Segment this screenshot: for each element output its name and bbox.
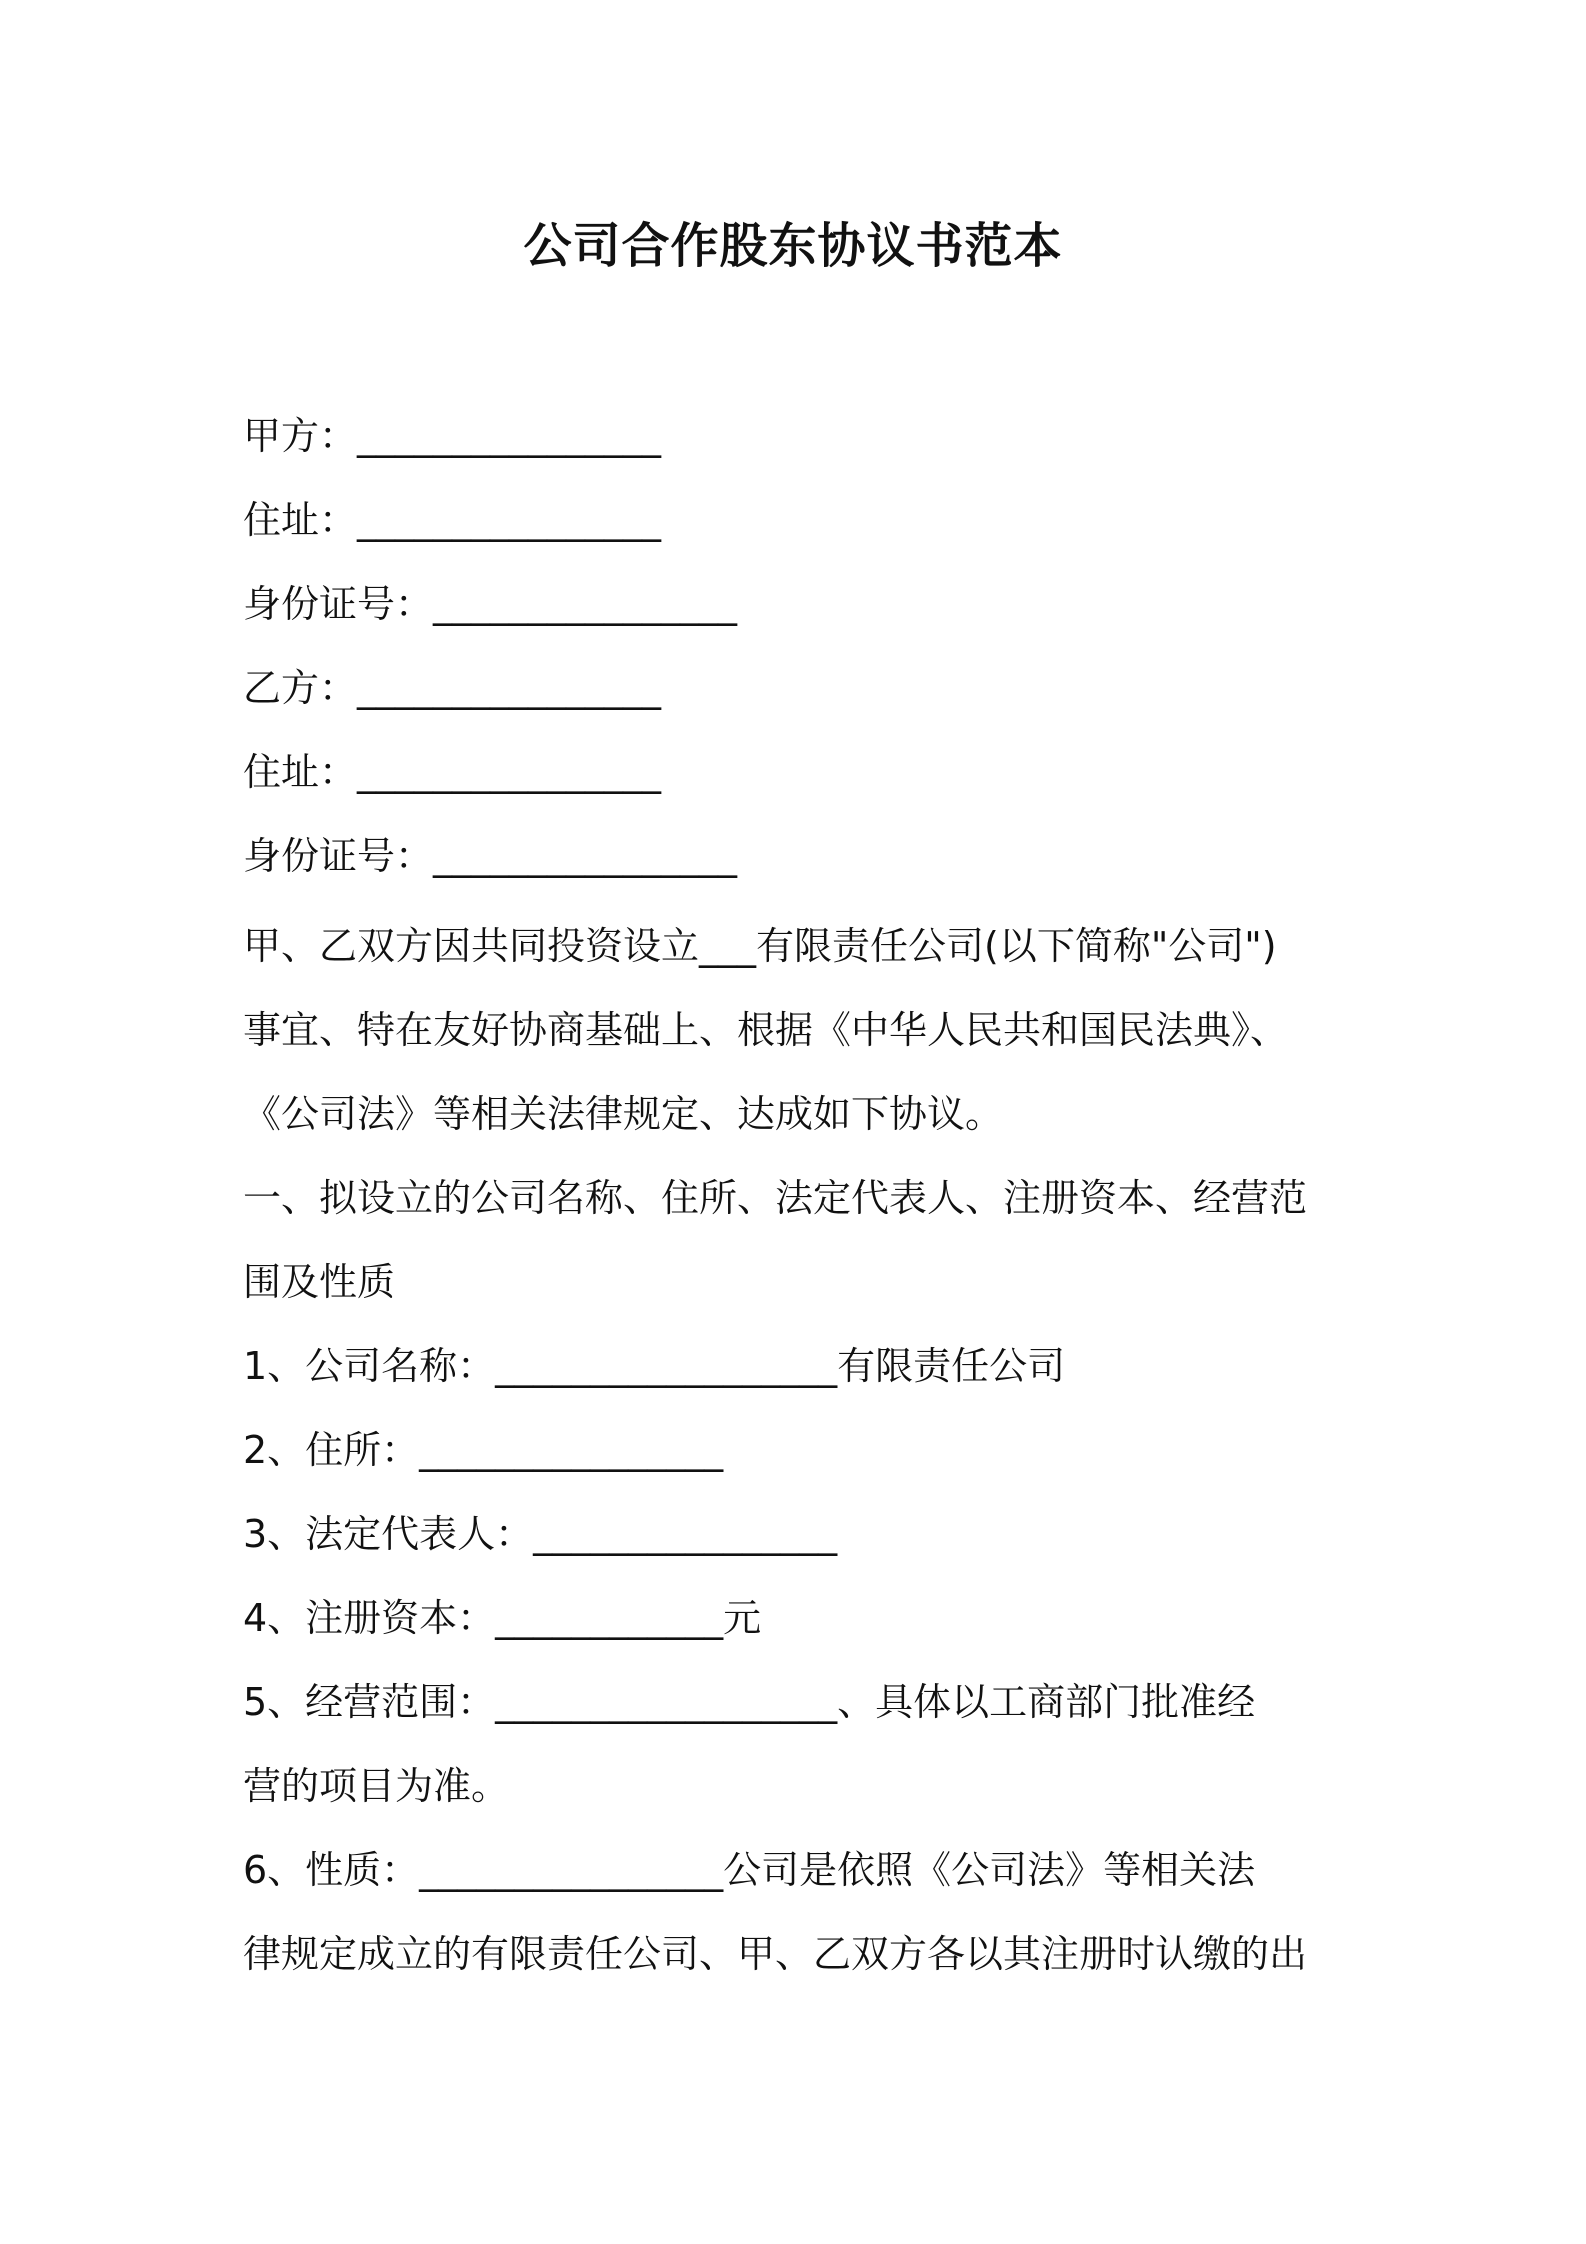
preamble-line-3: 《公司法》等相关法律规定、达成如下协议。 xyxy=(243,1092,1004,1136)
preamble-line-2: 事宜、特在友好协商基础上、根据《中华人民共和国民法典》、 xyxy=(243,1008,1289,1052)
company-nature-clause-line-1: 6、性质：________________公司是依照《公司法》等相关法 xyxy=(243,1848,1256,1892)
party-b-id-number-line: 身份证号：________________ xyxy=(243,834,738,878)
business-scope-clause-line-2: 营的项目为准。 xyxy=(243,1764,510,1808)
section-one-heading-line-2: 围及性质 xyxy=(243,1260,396,1304)
party-a-address-line: 住址：________________ xyxy=(243,498,662,542)
company-nature-clause-line-2: 律规定成立的有限责任公司、甲、乙双方各以其注册时认缴的出 xyxy=(243,1932,1308,1976)
business-scope-clause-line-1: 5、经营范围：__________________、具体以工商部门批准经 xyxy=(243,1680,1256,1724)
document-title: 公司合作股东协议书范本 xyxy=(523,218,1063,274)
party-a-id-number-line: 身份证号：________________ xyxy=(243,582,738,626)
legal-representative-clause: 3、法定代表人：________________ xyxy=(243,1512,838,1556)
party-b-address-line: 住址：________________ xyxy=(243,750,662,794)
preamble-line-1: 甲、乙双方因共同投资设立___有限责任公司(以下简称"公司") xyxy=(243,924,1277,968)
party-a-name-line: 甲方：________________ xyxy=(243,414,662,458)
party-b-name-line: 乙方：________________ xyxy=(243,666,662,710)
company-address-clause: 2、住所：________________ xyxy=(243,1428,724,1472)
section-one-heading-line-1: 一、拟设立的公司名称、住所、法定代表人、注册资本、经营范 xyxy=(243,1176,1308,1220)
registered-capital-clause: 4、注册资本：____________元 xyxy=(243,1596,762,1640)
company-name-clause: 1、公司名称：__________________有限责任公司 xyxy=(243,1344,1066,1388)
